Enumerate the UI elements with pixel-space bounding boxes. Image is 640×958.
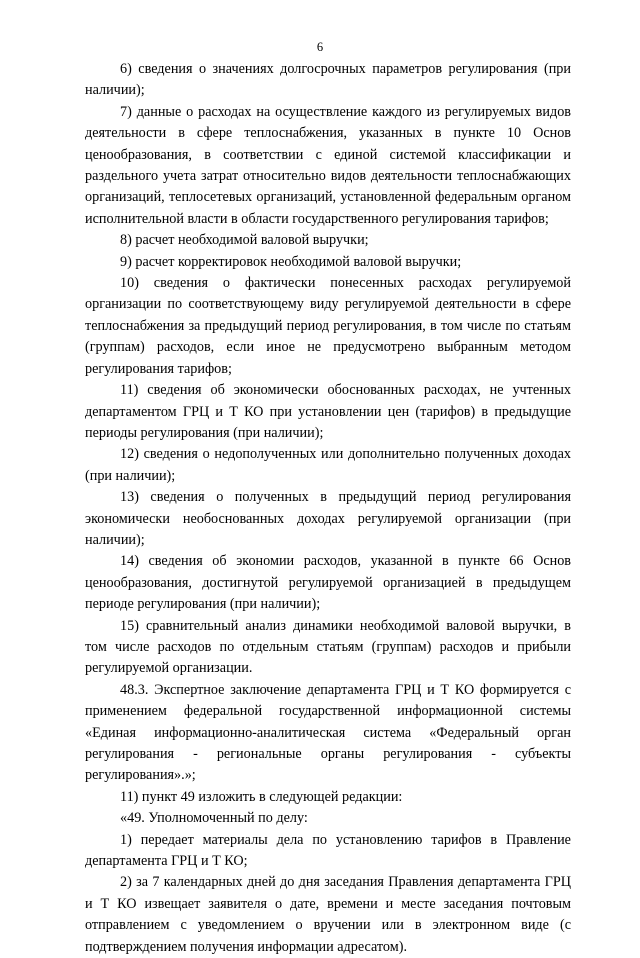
page-number: 6: [316, 40, 324, 54]
paragraph-item-8: 8) расчет необходимой валовой выручки;: [120, 232, 369, 249]
paragraph-amendment-11: 11) пункт 49 изложить в следующей редакции:: [120, 788, 403, 805]
paragraph-item-11: 11) сведения об экономически обоснованных расходах, не учтенных департаментом ГРЦ и Т КО при установлении цен (тарифов) в предыдущие периоды регулирования (при наличии);: [85, 382, 571, 441]
paragraph-49-item-1: 1) передает материалы дела по установлению тарифов в Правление департамента ГРЦ и Т КО;: [85, 831, 571, 870]
paragraph-item-14: 14) сведения об экономии расходов, указанной в пункте 66 Основ ценообразования, достигнутой регулируемой организацией в предыдущем периоде регулирования (при наличии);: [85, 553, 571, 613]
paragraph-item-9: 9) расчет корректировок необходимой валовой выручки;: [120, 253, 462, 270]
paragraph-49-heading: «49. Уполномоченный по делу:: [120, 810, 308, 827]
paragraph-item-13: 13) сведения о полученных в предыдущий период регулирования экономически необоснованных доходах регулируемой организации (при наличии);: [85, 489, 571, 548]
paragraph-49-item-2: 2) за 7 календарных дней до дня заседания Правления департамента ГРЦ и Т КО извещает заявителя о дате, времени и месте заседания почтовым отправлением с уведомлением о вручении или в электронном виде (с подтверждением получения информации адресатом).: [85, 874, 571, 955]
paragraph-item-10: 10) сведения о фактически понесенных расходах регулируемой организации по соответствующему виду регулируемой деятельности в сфере теплоснабжения за предыдущий период регулирования, в том числе по статьям (группам) расходов, если иное не предусмотрено выбранным методом регулирования тарифов;: [85, 275, 571, 377]
paragraph-48-3: 48.3. Экспертное заключение департамента ГРЦ и Т КО формируется с применением федеральной государственной информационной системы «Единая информационно-аналитическая система «Федеральный орган регулирования - региональные органы регулирования - субъекты регулирования».»;: [85, 681, 571, 784]
paragraph-item-6: 6) сведения о значениях долгосрочных параметров регулирования (при наличии);: [85, 61, 571, 99]
paragraph-item-12: 12) сведения о недополученных или дополнительно полученных доходах (при наличии);: [85, 446, 571, 484]
paragraph-item-15: 15) сравнительный анализ динамики необходимой валовой выручки, в том числе расходов по отдельным статьям (группам) расходов и прибыли регулируемой организации.: [85, 617, 571, 677]
paragraph-item-7: 7) данные о расходах на осуществление каждого из регулируемых видов деятельности в сфере теплоснабжения, указанных в пункте 10 Основ ценообразования, в соответствии с единой системой классификации и раздельного учета затрат относительно видов деятельности теплоснабжающих организаций, теплосетевых организаций, установленной федеральным органом исполнительной власти в области государственного регулирования тарифов;: [85, 103, 571, 227]
document-body: [85, 59, 571, 958]
